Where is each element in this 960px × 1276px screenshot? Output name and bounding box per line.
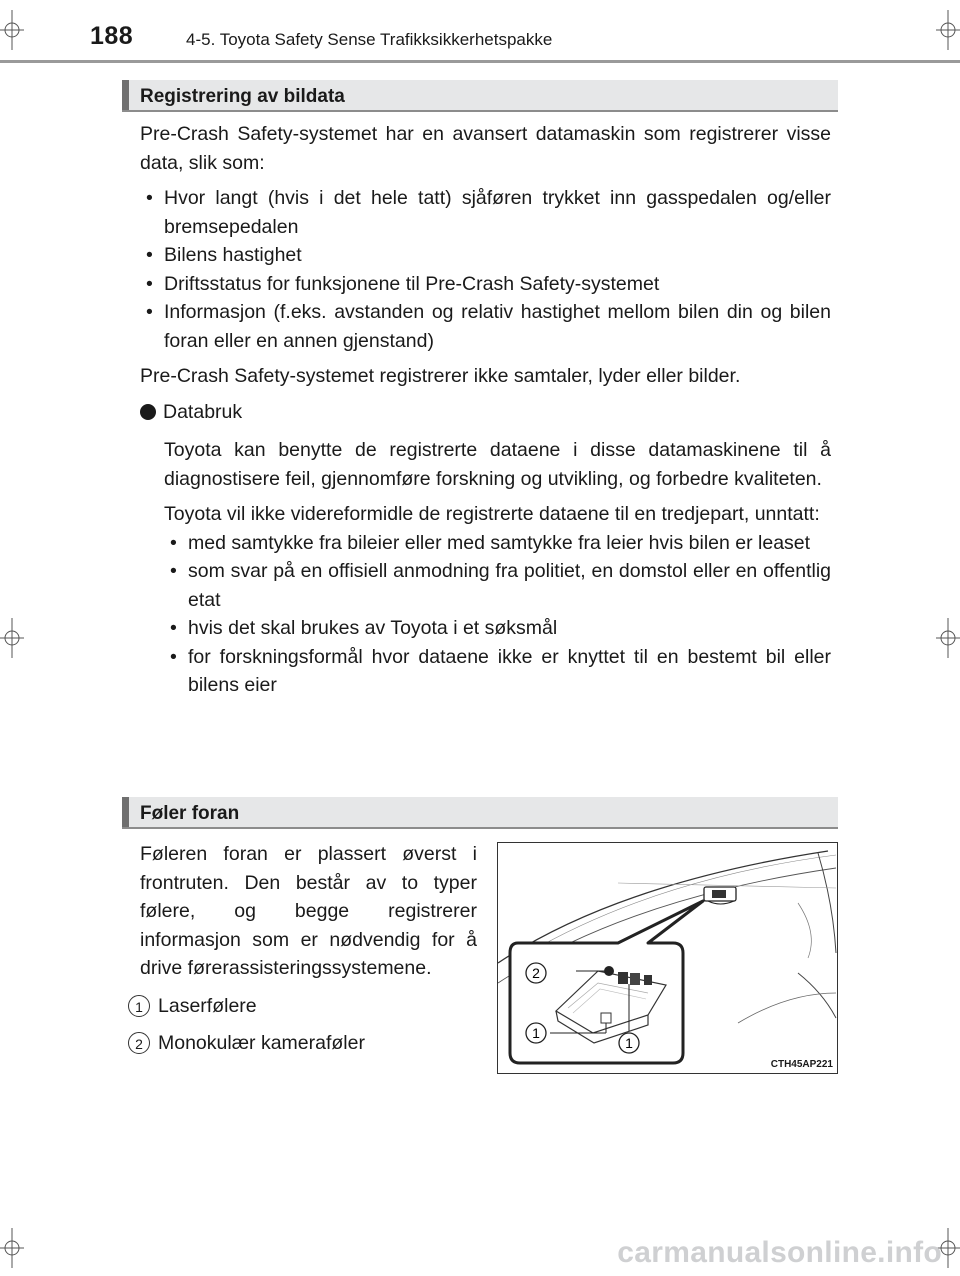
sensor-paragraph: Føleren foran er plassert øverst i frontruten. Den består av to typer følere, og begge registrerer informasjon som er nødvendig for å drive førerassisteringssystemene. [140,843,477,979]
bullet-icon: • [146,301,153,323]
windshield-sensor-drawing [498,843,837,1073]
crop-mark-mid-right [936,618,960,658]
section-title: Registrering av bildata [140,86,345,107]
intro-paragraph: Pre-Crash Safety-systemet har en avansert datamaskin som registrerer visse data, slik som: [140,123,831,174]
section-body [140,120,831,700]
list-item: • Informasjon (f.eks. avstanden og relativ hastighet mellom bilen din og bilen foran eller en annen gjenstand) [140,298,831,355]
mounted-sensor-icon [704,887,736,904]
data-list [140,184,831,355]
crop-mark-top-left [0,10,24,50]
bullet-icon: • [170,617,177,639]
section-accent [122,80,129,110]
header-rule [0,60,960,63]
list-item: • som svar på en offisiell anmodning fra politiet, en domstol eller en offentlig etat [164,557,831,614]
figure-code: CTH45AP221 [770,1059,833,1070]
sensor-illustration [497,842,838,1074]
bullet-icon: • [146,272,153,295]
note-paragraph: Pre-Crash Safety-systemet registrerer ikke samtaler, lyder eller bilder. [140,365,741,387]
bullet-icon: • [146,244,153,266]
sensor-description [135,840,477,1058]
list-item: • med samtykke fra bileier eller med samtykke fra leier hvis bilen er leaset [164,529,831,558]
subheading: Databruk [140,398,831,427]
section-heading-bar [122,80,838,112]
crop-mark-top-right [936,10,960,50]
list-item: • for forskningsformål hvor dataene ikke er knyttet til en bestemt bil eller bilens eier [164,643,831,700]
section-title: Føler foran [140,803,240,824]
exceptions-list [164,529,831,700]
callout-1-icon [619,1033,639,1053]
list-item: • hvis det skal brukes av Toyota i et søksmål [164,614,831,643]
callout-1-icon [526,1023,546,1043]
list-item: • Hvor langt (hvis i det hele tatt) sjåføren trykket inn gasspedalen og/eller bremsepedalen [140,184,831,241]
section-accent [122,797,129,827]
subsection-body [164,436,831,700]
bullet-icon: • [170,645,177,668]
svg-text:1: 1 [532,1025,540,1041]
bullet-icon: • [170,560,177,582]
number-circle-icon: 2 [128,1032,150,1054]
svg-text:2: 2 [532,965,540,981]
page-number: 188 [90,22,134,50]
usage-paragraph: Toyota kan benytte de registrerte dataene i disse datamaskinene til å diagnostisere feil, gjennomføre forskning og utvikling, og forbedre kvaliteten. [164,439,831,490]
crop-mark-bottom-left [0,1228,24,1268]
section-heading-bar [122,797,838,829]
list-item: • Driftsstatus for funksjonene til Pre-Crash Safety-systemet [140,270,831,299]
disclosure-paragraph: Toyota vil ikke videreformidle de registrerte dataene til en tredjepart, unntatt: [164,503,820,525]
watermark: carmanualsonline.info [617,1236,942,1269]
bullet-icon: • [170,531,177,554]
bullet-icon: • [146,187,153,209]
sensor-item: 1 Laserfølere [128,992,477,1021]
crop-mark-mid-left [0,618,24,658]
chapter-title: 4-5. Toyota Safety Sense Trafikksikkerhetspakke [186,30,553,49]
svg-text:1: 1 [625,1035,633,1051]
callout-2-icon [526,963,546,983]
number-circle-icon: 1 [128,995,150,1017]
sensor-item: 2 Monokulær kameraføler [128,1029,477,1058]
filled-circle-icon [140,404,156,420]
list-item: • Bilens hastighet [140,241,831,270]
